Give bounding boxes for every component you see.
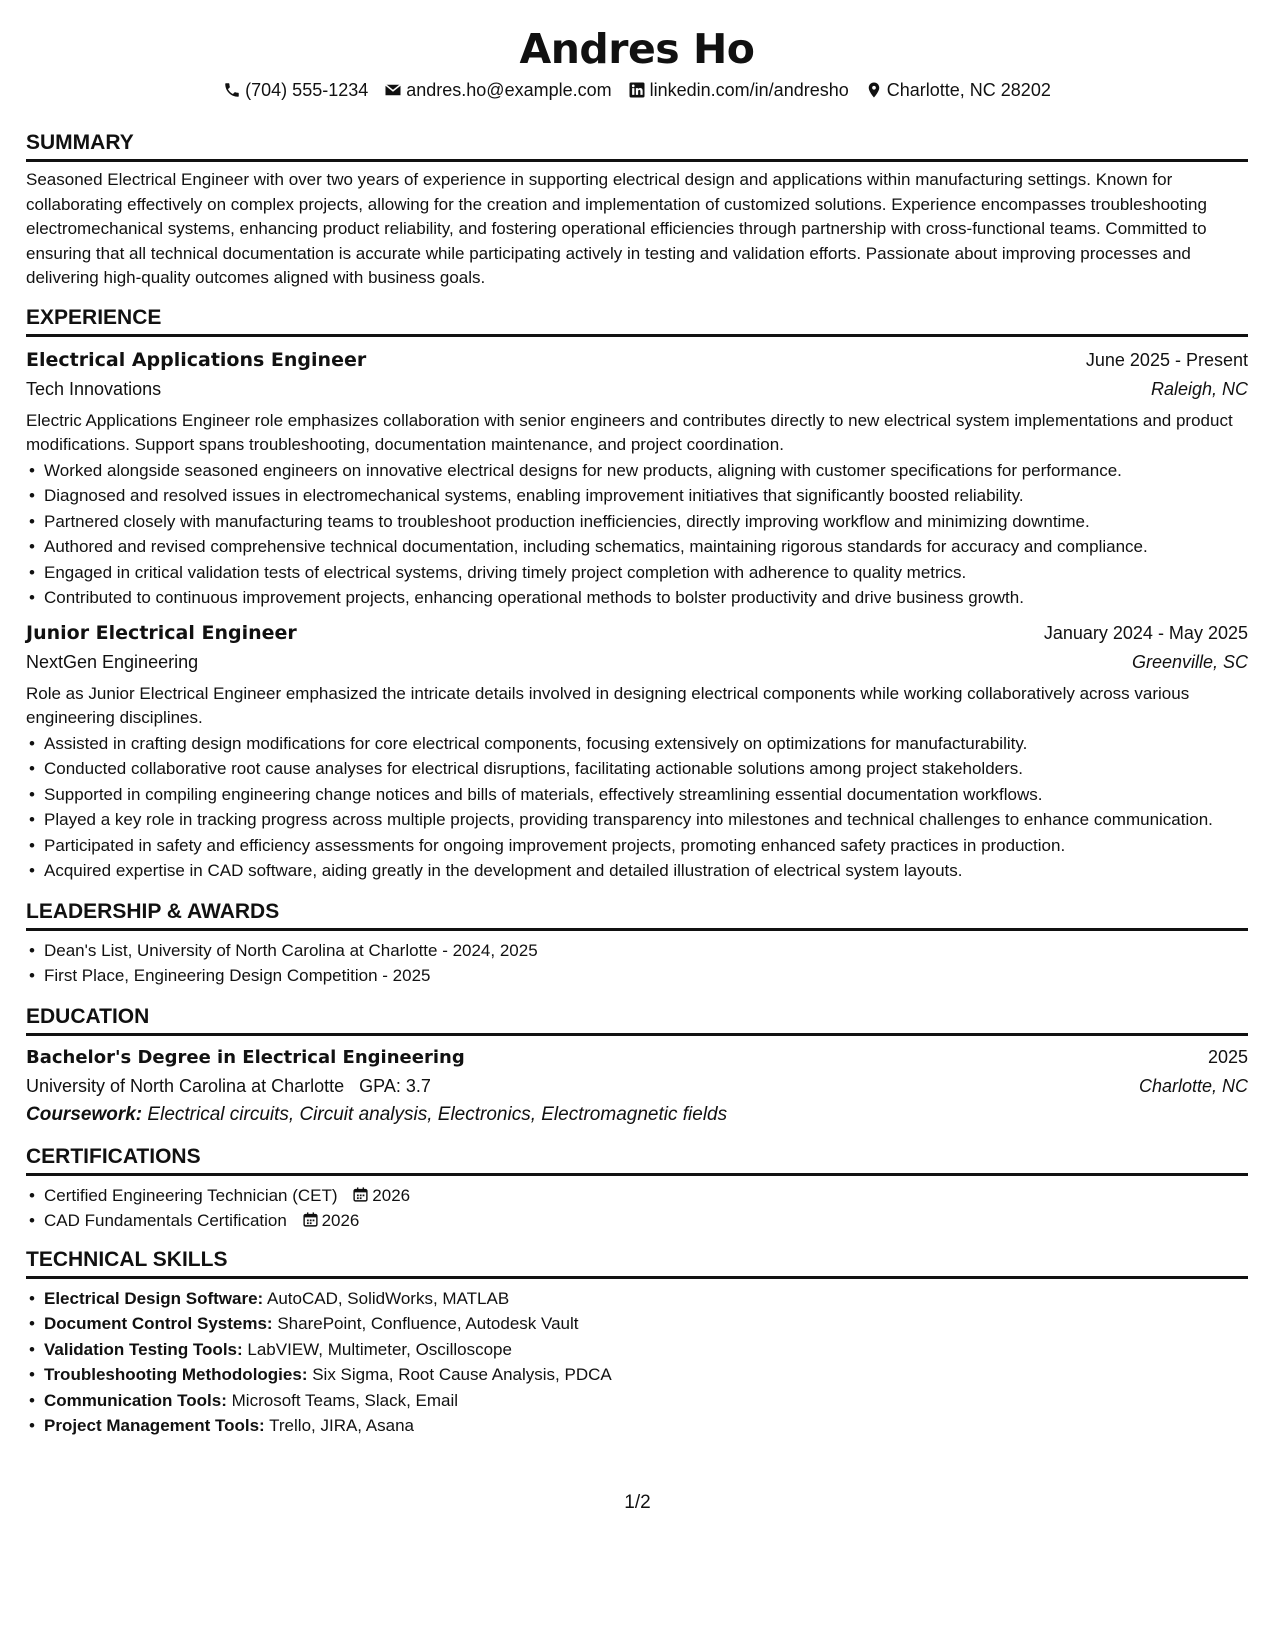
school-location: Charlotte, NC (1138, 1075, 1248, 1096)
skill-value: Microsoft Teams, Slack, Email (231, 1390, 459, 1410)
section-title-skills: TECHNICAL SKILLS (26, 1247, 1248, 1279)
skill-value: Six Sigma, Root Cause Analysis, PDCA (312, 1365, 612, 1384)
certifications-list (26, 1184, 1248, 1233)
job-entry (26, 618, 1248, 883)
job-description: Role as Junior Electrical Engineer emphasized the intricate details involved in designing electrical components while working collaboratively across various engineering disciplines. (26, 683, 1190, 727)
list-item (26, 1184, 1248, 1208)
job-company: Tech Innovations (26, 378, 162, 399)
list-item: • Conducted collaborative root cause analyses for electrical disruptions, facilitating actionable solutions among project stakeholders. (26, 757, 1248, 781)
skill-value: AutoCAD, SolidWorks, MATLAB (266, 1288, 510, 1308)
linkedin-icon (628, 81, 646, 99)
list-item (26, 1287, 1248, 1311)
section-title-education: EDUCATION (26, 1004, 1248, 1036)
cert-name: Certified Engineering Technician (CET) (44, 1185, 338, 1205)
job-bullets (26, 459, 1248, 610)
certifications-section (26, 1144, 1248, 1233)
job-date: June 2025 - Present (1085, 349, 1248, 370)
contact-linkedin[interactable] (628, 78, 849, 102)
section-title-certifications: CERTIFICATIONS (26, 1144, 1248, 1176)
job-location: Raleigh, NC (1150, 378, 1248, 399)
list-item: • Supported in compiling engineering change notices and bills of materials, effectively streamlining essential documentation workflows. (26, 783, 1248, 807)
list-item: • Diagnosed and resolved issues in electromechanical systems, enabling improvement initiatives that significantly boosted reliability. (26, 484, 1248, 508)
section-title-summary: SUMMARY (26, 130, 1248, 162)
list-item: • Assisted in crafting design modifications for core electrical components, focusing extensively on optimizations for manufacturability. (26, 732, 1248, 756)
skill-label: Electrical Design Software: (44, 1288, 264, 1308)
cert-year: 2026 (321, 1211, 360, 1230)
contact-phone (223, 78, 368, 102)
list-item: • Participated in safety and efficiency assessments for ongoing improvement projects, promoting enhanced safety practices in production. (26, 834, 1248, 858)
cert-year: 2026 (372, 1185, 411, 1205)
degree-year: 2025 (1207, 1046, 1248, 1067)
list-item: • Acquired expertise in CAD software, aiding greatly in the development and detailed illustration of electrical system layouts. (26, 859, 1248, 883)
skill-label: Communication Tools: (44, 1390, 227, 1410)
phone-icon (223, 81, 241, 99)
list-item (26, 1312, 1248, 1336)
section-title-experience: EXPERIENCE (26, 305, 1248, 337)
skill-value: SharePoint, Confluence, Autodesk Vault (277, 1314, 579, 1333)
list-item (26, 1389, 1248, 1413)
resume-page (26, 0, 1248, 1440)
job-bullets (26, 732, 1248, 883)
page-number: 1/2 (624, 1492, 651, 1513)
contact-bar (26, 78, 1248, 102)
skill-label: Troubleshooting Methodologies: (44, 1365, 308, 1384)
school-name: University of North Carolina at Charlotte (26, 1075, 345, 1096)
list-item: • Played a key role in tracking progress across multiple projects, providing transparency into milestones and technical challenges to enhance communication. (26, 808, 1248, 832)
contact-email[interactable] (384, 78, 611, 102)
summary-section (26, 130, 1248, 291)
job-location: Greenville, SC (1131, 651, 1248, 672)
phone-text: (704) 555-1234 (245, 80, 369, 100)
skill-label: Project Management Tools: (44, 1416, 265, 1435)
skill-label: Validation Testing Tools: (44, 1339, 243, 1359)
coursework-label: Coursework: (26, 1103, 143, 1125)
list-item (26, 1209, 1248, 1233)
section-title-awards: LEADERSHIP & AWARDS (26, 899, 1248, 931)
list-item: • Engaged in critical validation tests of electrical systems, driving timely project completion with adherence to quality metrics. (26, 561, 1248, 585)
calendar-icon (302, 1211, 319, 1228)
job-title: Junior Electrical Engineer (26, 621, 297, 644)
degree-title: Bachelor's Degree in Electrical Engineering (26, 1046, 465, 1068)
skills-section (26, 1247, 1248, 1438)
list-item: • Worked alongside seasoned engineers on innovative electrical designs for new products, aligning with customer specifications for performance. (26, 459, 1248, 483)
coursework-line (26, 1100, 1248, 1130)
calendar-icon (352, 1186, 369, 1203)
job-title: Electrical Applications Engineer (26, 348, 367, 371)
map-pin-icon (865, 81, 883, 99)
linkedin-text: linkedin.com/in/andresho (649, 80, 849, 100)
job-company: NextGen Engineering (26, 651, 199, 672)
education-section (26, 1004, 1248, 1130)
list-item (26, 1338, 1248, 1362)
skill-value: LabVIEW, Multimeter, Oscilloscope (247, 1339, 512, 1359)
list-item: • Partnered closely with manufacturing teams to troubleshoot production inefficiencies, directly improving workflow and minimizing downtime. (26, 510, 1248, 534)
skills-list (26, 1287, 1248, 1438)
job-date: January 2024 - May 2025 (1043, 622, 1248, 643)
coursework-text: Electrical circuits, Circuit analysis, Electronics, Electromagnetic fields (147, 1103, 728, 1125)
list-item: • Contributed to continuous improvement projects, enhancing operational methods to bolster productivity and drive business growth. (26, 586, 1248, 610)
list-item: • First Place, Engineering Design Competition - 2025 (26, 964, 1248, 988)
gpa: GPA: 3.7 (359, 1075, 431, 1096)
list-item (26, 1363, 1248, 1387)
list-item (26, 1414, 1248, 1438)
school-line (26, 1072, 431, 1100)
summary-text: Seasoned Electrical Engineer with over two years of experience in supporting electrical design and applications within manufacturing settings. Known for collaborating effectively on complex projects, allowing for the creation and implementation of customized solutions. Experience encompasses troubleshooting electromechanical systems, enhancing product reliability, and fostering operational efficiencies through partnership with cross-functional teams. Committed to ensuring that all technical documentation is accurate while participating actively in testing and validation efforts. Passionate about improving processes and delivering high-quality outcomes aligned with business goals. (26, 170, 1207, 287)
candidate-name: Andres Ho (519, 25, 755, 73)
cert-name: CAD Fundamentals Certification (44, 1211, 287, 1230)
email-text: andres.ho@example.com (406, 80, 612, 100)
job-description: Electric Applications Engineer role emphasizes collaboration with senior engineers and contributes directly to new electrical system implementations and product modifications. Support spans troubleshooting, documentation maintenance, and project coordination. (26, 410, 1233, 454)
awards-list (26, 939, 1248, 988)
contact-location (865, 78, 1051, 102)
list-item: • Authored and revised comprehensive technical documentation, including schematics, maintaining rigorous standards for accuracy and compliance. (26, 535, 1248, 559)
skill-label: Document Control Systems: (44, 1314, 273, 1333)
experience-section (26, 305, 1248, 883)
awards-section (26, 899, 1248, 988)
job-entry (26, 345, 1248, 610)
location-text: Charlotte, NC 28202 (886, 80, 1051, 100)
skill-value: Trello, JIRA, Asana (269, 1416, 415, 1435)
envelope-icon (384, 81, 402, 99)
list-item: • Dean's List, University of North Carolina at Charlotte - 2024, 2025 (26, 939, 1248, 963)
